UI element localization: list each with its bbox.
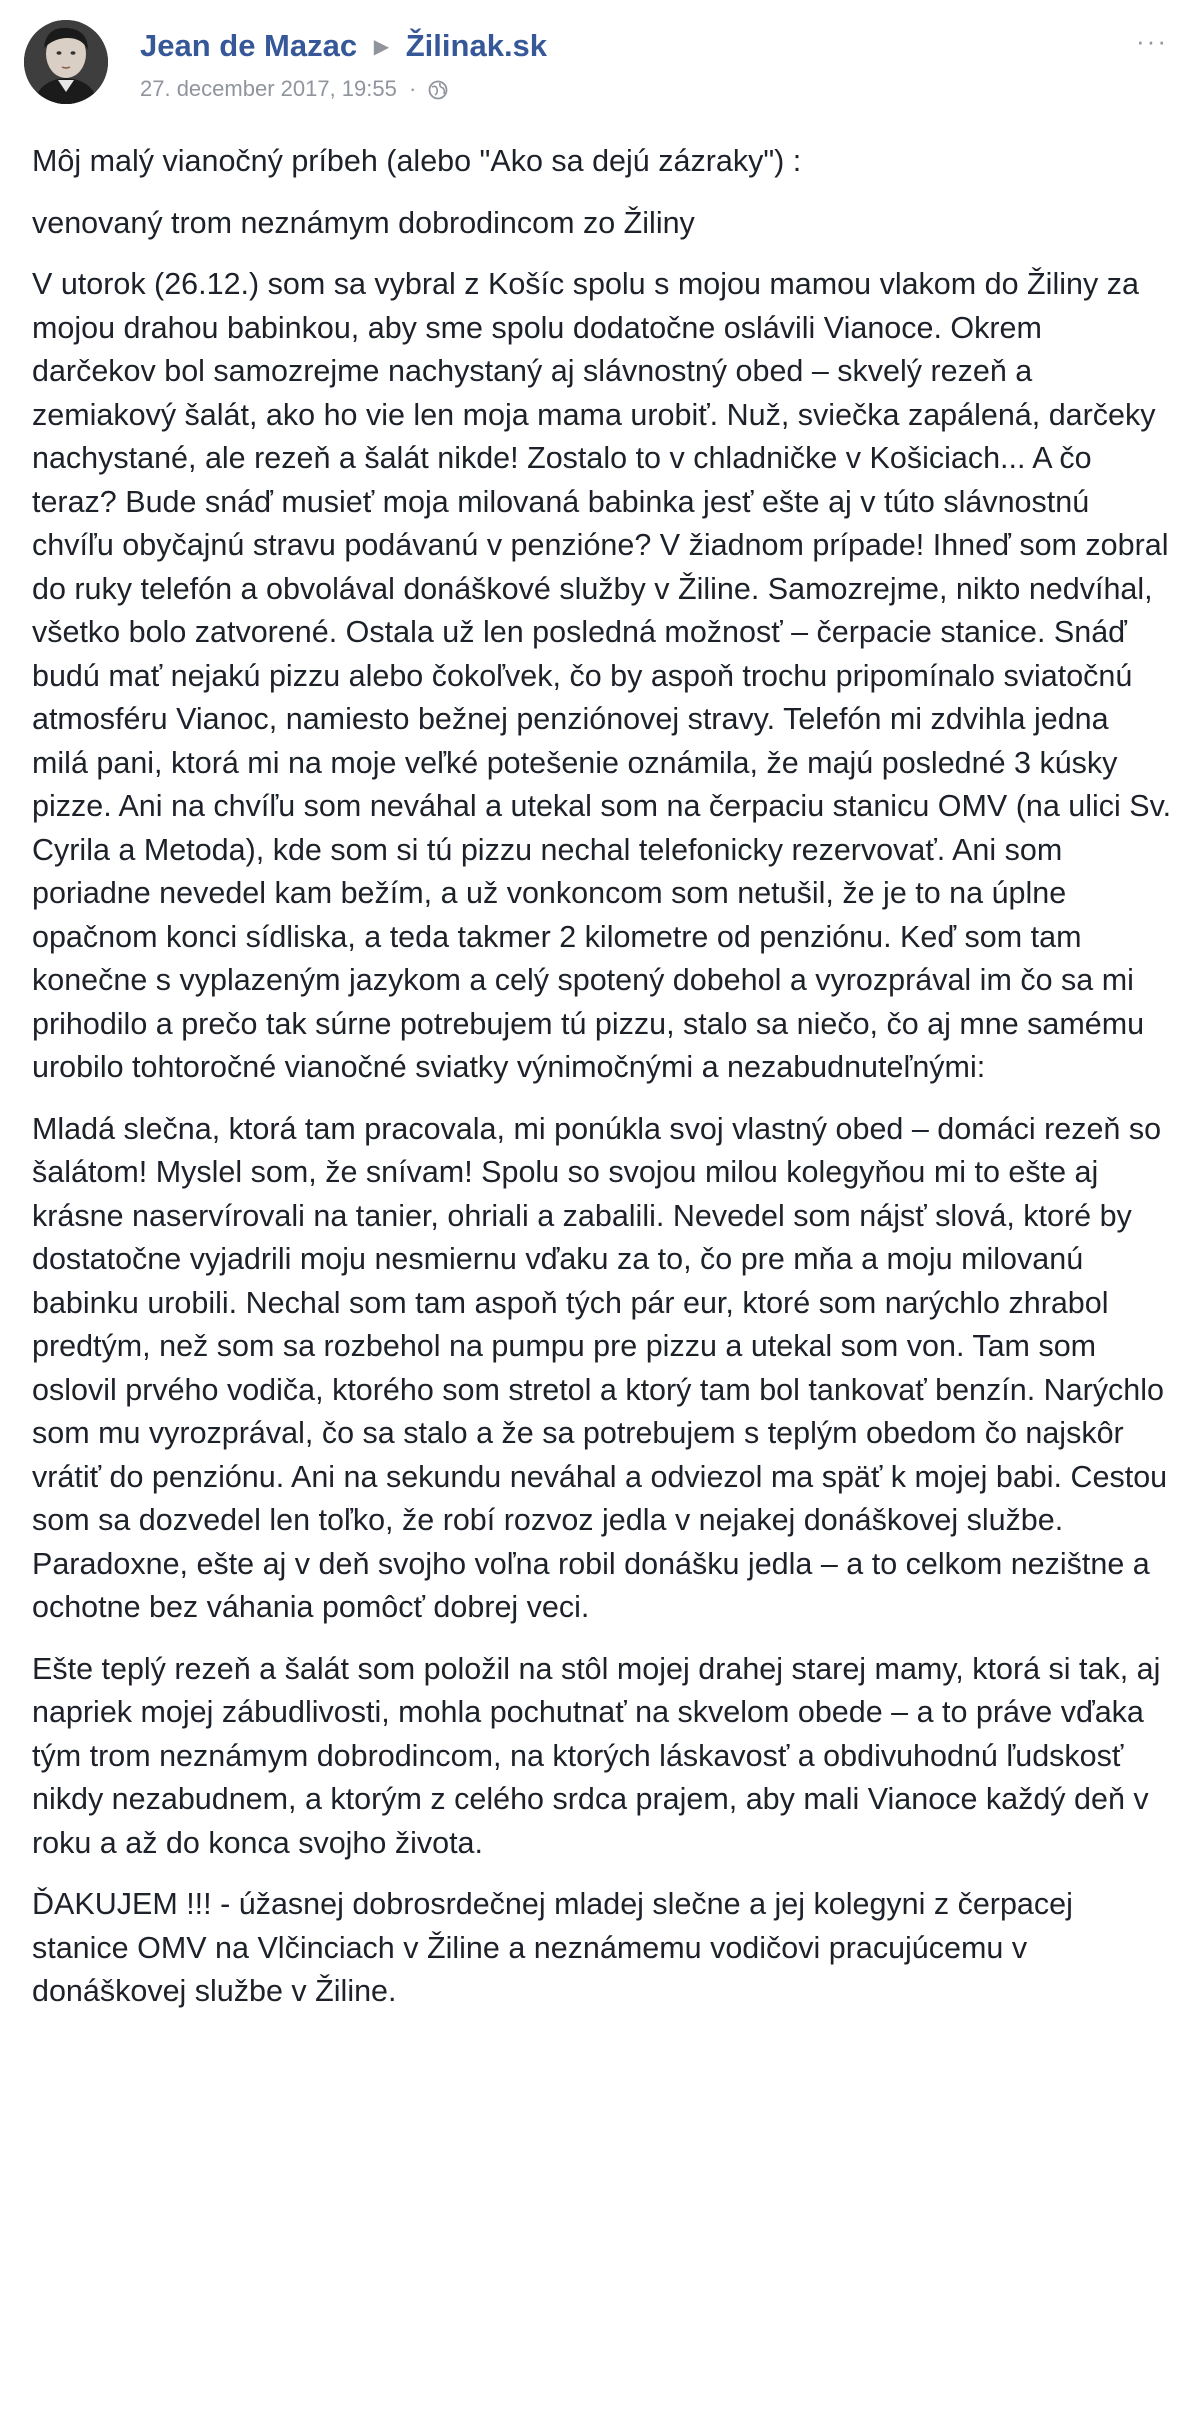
- post-paragraph-title: Môj malý vianočný príbeh (alebo "Ako sa dejú zázraky") :: [32, 144, 802, 178]
- author-line: [140, 26, 547, 67]
- more-options-button[interactable]: ···: [1136, 26, 1168, 56]
- post-paragraph-story: Mladá slečna, ktorá tam pracovala, mi ponúkla svoj vlastný obed – domáci rezeň so šalátom! Myslel som, že snívam! Spolu so svojou milou kolegyňou mi to ešte aj krásne naservírovali na tanier, ohriali a zabalili. Nevedel som nájsť slová, ktoré by dostatočne vyjadrili moju nesmiernu vďaku za to, čo pre mňa a moju milovanú babinku urobili. Nechal som tam aspoň tých pár eur, ktoré som narýchlo zhrabol predtým, než som sa rozbehol na pumpu pre pizzu a utekal som von. Tam som oslovil prvého vodiča, ktorého som stretol a ktorý tam bol tankovať benzín. Narýchlo som mu vyrozprával, čo sa stalo a že sa potrebujem s teplým obedom čo najskôr vrátiť do penziónu. Ani na sekundu neváhal a odviezol ma späť k mojej babi. Cestou som sa dozvedel len toľko, že robí rozvoz jedla v nejakej donáškovej službe. Paradoxne, ešte aj v deň svojho voľna robil donášku jedla – a to celkom nezištne a ochotne bez váhania pomôcť dobrej veci.: [32, 1111, 1168, 1624]
- avatar-portrait-icon: [24, 20, 108, 104]
- post-header: [24, 20, 1176, 110]
- post-meta: [140, 74, 448, 108]
- globe-icon[interactable]: [428, 78, 448, 108]
- share-arrow-icon: ▶: [373, 36, 390, 58]
- separator-dot: ·: [408, 76, 417, 101]
- target-page-link[interactable]: Žilinak.sk: [405, 28, 548, 63]
- author-name-link[interactable]: Jean de Mazac: [140, 28, 358, 63]
- post-paragraph-dedication: venovaný trom neznámym dobrodincom zo Žiliny: [32, 205, 695, 240]
- post-timestamp[interactable]: 27. december 2017, 19:55: [140, 76, 397, 101]
- post-body: [32, 140, 1172, 2032]
- avatar[interactable]: [24, 20, 108, 104]
- post-paragraph-story: Ešte teplý rezeň a šalát som položil na stôl mojej drahej starej mamy, ktorá si tak, aj napriek mojej zábudlivosti, mohla pochutnať na skvelom obede – a to práve vďaka tým trom neznámym dobrodincom, na ktorých láskavosť a obdivuhodnú ľudskosť nikdy nezabudnem, a ktorým z celého srdca prajem, aby mali Vianoce každý deň v roku a až do konca svojho života.: [32, 1651, 1161, 1860]
- post-paragraph-story: V utorok (26.12.) som sa vybral z Košíc spolu s mojou mamou vlakom do Žiliny za mojou drahou babinkou, aby sme spolu dodatočne oslávili Vianoce. Okrem darčekov bol samozrejme nachystaný aj slávnostný obed – skvelý rezeň a zemiakový šalát, ako ho vie len moja mama urobiť. Nuž, sviečka zapálená, darčeky nachystané, ale rezeň a šalát nikde! Zostalo to v chladničke v Košiciach... A čo teraz? Bude snáď musieť moja milovaná babinka jesť ešte aj v túto slávnostnú chvíľu obyčajnú stravu podávanú v penzióne? V žiadnom prípade! Ihneď som zobral do ruky telefón a obvolával donáškové služby v Žiline. Samozrejme, nikto nedvíhal, všetko bolo zatvorené. Ostala už len posledná možnosť – čerpacie stanice. Snáď budú mať nejakú pizzu alebo čokoľvek, čo by aspoň trochu pripomínalo sviatočnú atmosféru Vianoc, namiesto bežnej penziónovej stravy. Telefón mi zdvihla jedna milá pani, ktorá mi na moje veľké potešenie oznámila, že majú posledné 3 kúsky pizze. Ani na chvíľu som neváhal a utekal som na čerpaciu stanicu OMV (na ulici Sv. Cyrila a Metoda), kde som si tú pizzu nechal telefonicky rezervovať. Ani som poriadne nevedel kam bežím, a už vonkoncom som netušil, že je to na úplne opačnom konci sídliska, a teda takmer 2 kilometre od penziónu. Keď som tam konečne s vyplazeným jazykom a celý spotený dobehol a vyrozprával im čo sa mi prihodilo a prečo tak súrne potrebujem tú pizzu, stalo sa niečo, čo aj mne samému urobilo tohtoročné vianočné sviatky výnimočnými a nezabudnuteľnými:: [32, 267, 1172, 1084]
- post-paragraph-thanks: ĎAKUJEM !!! - úžasnej dobrosrdečnej mladej slečne a jej kolegyni z čerpacej stanice OMV na Vlčinciach v Žiline a neznámemu vodičovi pracujúcemu v donáškovej službe v Žiline.: [32, 1887, 1073, 2008]
